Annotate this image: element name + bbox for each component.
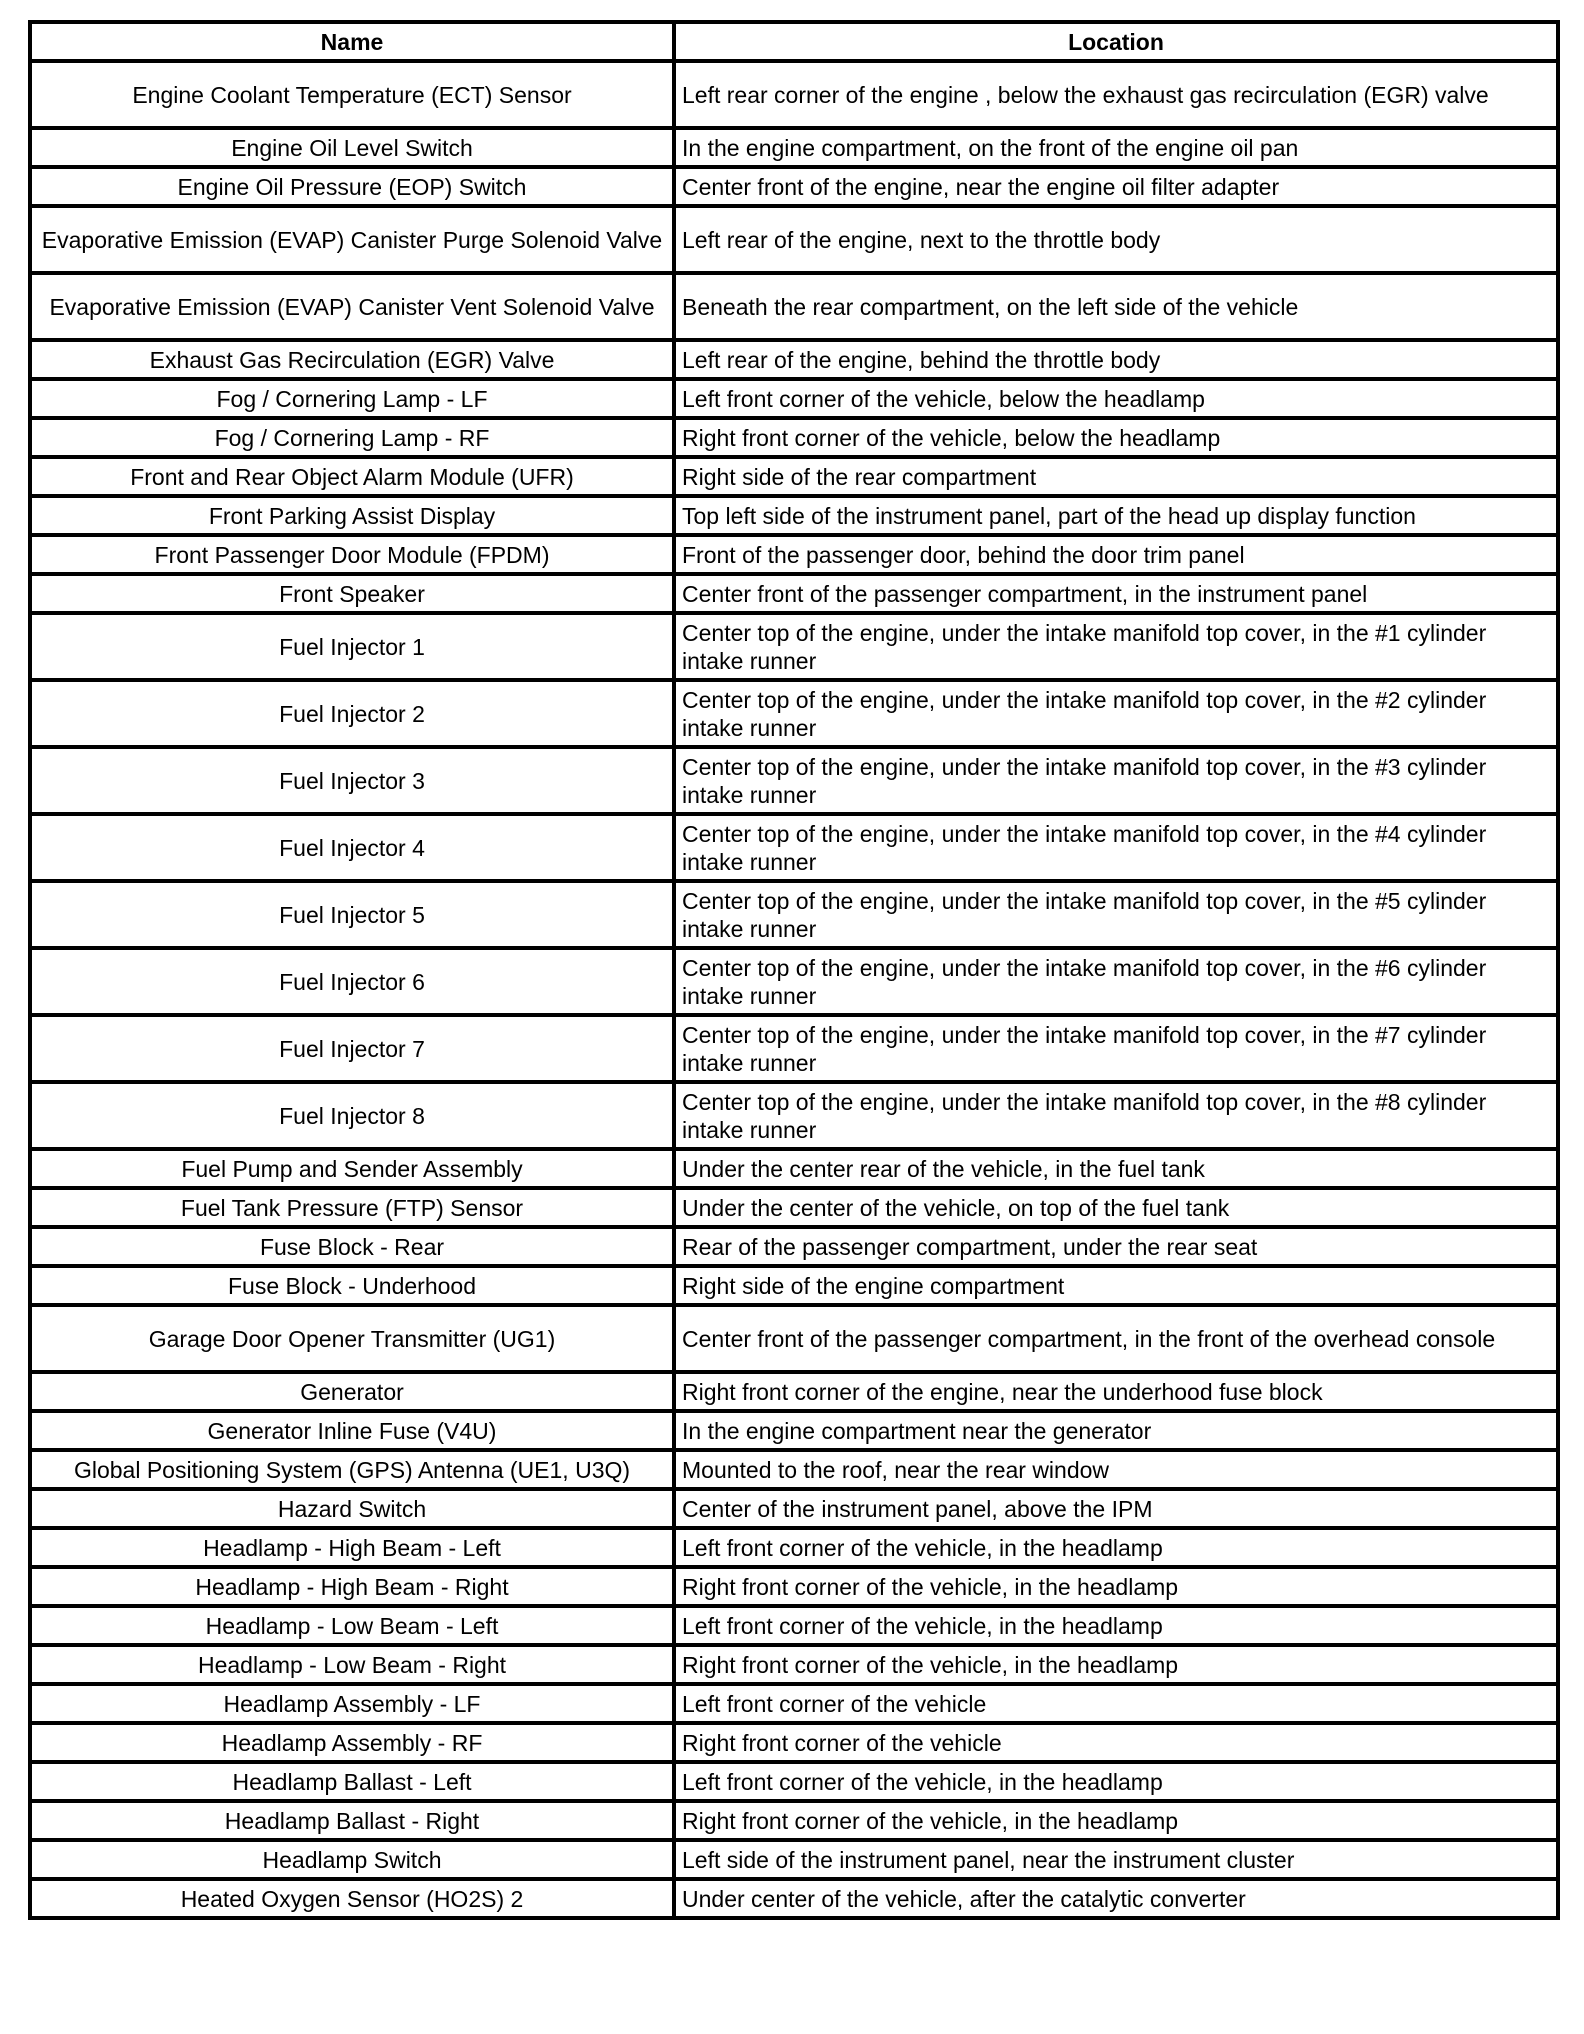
- component-name-cell: Front Parking Assist Display: [30, 496, 674, 535]
- table-row: [30, 1489, 1558, 1528]
- table-row: [30, 1305, 1558, 1372]
- table-row: [30, 1082, 1558, 1149]
- component-location-cell: Left front corner of the vehicle, in the headlamp: [674, 1606, 1558, 1645]
- component-location-cell: Center top of the engine, under the intake manifold top cover, in the #1 cylinder intake runner: [674, 613, 1558, 680]
- component-name-cell: Generator Inline Fuse (V4U): [30, 1411, 674, 1450]
- component-name-cell: Headlamp - High Beam - Right: [30, 1567, 674, 1606]
- component-location-cell: Left front corner of the vehicle, in the headlamp: [674, 1528, 1558, 1567]
- component-location-cell: Top left side of the instrument panel, part of the head up display function: [674, 496, 1558, 535]
- component-name-cell: Fuel Pump and Sender Assembly: [30, 1149, 674, 1188]
- table-row: [30, 1801, 1558, 1840]
- component-name-cell: Evaporative Emission (EVAP) Canister Purge Solenoid Valve: [30, 206, 674, 273]
- component-location-cell: Right front corner of the vehicle, below the headlamp: [674, 418, 1558, 457]
- component-location-cell: Left rear corner of the engine , below the exhaust gas recirculation (EGR) valve: [674, 61, 1558, 128]
- table-row: [30, 814, 1558, 881]
- table-row: [30, 747, 1558, 814]
- table-row: [30, 418, 1558, 457]
- table-row: [30, 457, 1558, 496]
- table-row: [30, 273, 1558, 340]
- component-location-cell: Left rear of the engine, next to the throttle body: [674, 206, 1558, 273]
- table-row: [30, 1411, 1558, 1450]
- component-name-cell: Headlamp Ballast - Right: [30, 1801, 674, 1840]
- component-name-cell: Exhaust Gas Recirculation (EGR) Valve: [30, 340, 674, 379]
- table-row: [30, 535, 1558, 574]
- table-row: [30, 1606, 1558, 1645]
- component-name-cell: Fog / Cornering Lamp - LF: [30, 379, 674, 418]
- component-location-cell: Left side of the instrument panel, near the instrument cluster: [674, 1840, 1558, 1879]
- table-row: [30, 1149, 1558, 1188]
- component-location-cell: Right front corner of the vehicle, in the headlamp: [674, 1645, 1558, 1684]
- component-name-cell: Garage Door Opener Transmitter (UG1): [30, 1305, 674, 1372]
- component-name-cell: Fuse Block - Underhood: [30, 1266, 674, 1305]
- component-location-cell: Left front corner of the vehicle, in the headlamp: [674, 1762, 1558, 1801]
- component-location-cell: Right front corner of the vehicle: [674, 1723, 1558, 1762]
- table-row: [30, 1684, 1558, 1723]
- table-row: [30, 1015, 1558, 1082]
- component-location-cell: Center top of the engine, under the intake manifold top cover, in the #5 cylinder intake runner: [674, 881, 1558, 948]
- component-name-cell: Fuel Injector 7: [30, 1015, 674, 1082]
- component-location-cell: Front of the passenger door, behind the door trim panel: [674, 535, 1558, 574]
- component-name-cell: Engine Oil Level Switch: [30, 128, 674, 167]
- name-column-header: Name: [30, 22, 674, 61]
- component-name-cell: Engine Coolant Temperature (ECT) Sensor: [30, 61, 674, 128]
- table-row: [30, 496, 1558, 535]
- component-location-cell: Center front of the passenger compartment, in the instrument panel: [674, 574, 1558, 613]
- table-row: [30, 1372, 1558, 1411]
- component-location-cell: Center top of the engine, under the intake manifold top cover, in the #6 cylinder intake runner: [674, 948, 1558, 1015]
- table-row: [30, 881, 1558, 948]
- component-location-cell: Center top of the engine, under the intake manifold top cover, in the #3 cylinder intake runner: [674, 747, 1558, 814]
- table-row: [30, 574, 1558, 613]
- component-name-cell: Front Speaker: [30, 574, 674, 613]
- component-name-cell: Engine Oil Pressure (EOP) Switch: [30, 167, 674, 206]
- table-row: [30, 1528, 1558, 1567]
- component-name-cell: Evaporative Emission (EVAP) Canister Vent Solenoid Valve: [30, 273, 674, 340]
- component-location-cell: Rear of the passenger compartment, under the rear seat: [674, 1227, 1558, 1266]
- component-name-cell: Headlamp Assembly - RF: [30, 1723, 674, 1762]
- component-name-cell: Fuel Injector 6: [30, 948, 674, 1015]
- component-location-cell: In the engine compartment near the generator: [674, 1411, 1558, 1450]
- component-name-cell: Fuel Injector 4: [30, 814, 674, 881]
- component-name-cell: Front and Rear Object Alarm Module (UFR): [30, 457, 674, 496]
- component-location-cell: Right front corner of the vehicle, in the headlamp: [674, 1801, 1558, 1840]
- table-row: [30, 167, 1558, 206]
- component-name-cell: Fuel Injector 2: [30, 680, 674, 747]
- table-row: [30, 1450, 1558, 1489]
- table-row: [30, 340, 1558, 379]
- table-body: [30, 61, 1558, 1918]
- table-row: [30, 680, 1558, 747]
- component-location-cell: In the engine compartment, on the front of the engine oil pan: [674, 128, 1558, 167]
- component-location-cell: Right side of the rear compartment: [674, 457, 1558, 496]
- table-row: [30, 1879, 1558, 1918]
- component-name-cell: Headlamp - Low Beam - Left: [30, 1606, 674, 1645]
- component-location-cell: Right front corner of the vehicle, in the headlamp: [674, 1567, 1558, 1606]
- component-name-cell: Front Passenger Door Module (FPDM): [30, 535, 674, 574]
- component-name-cell: Fuse Block - Rear: [30, 1227, 674, 1266]
- component-location-cell: Right front corner of the engine, near the underhood fuse block: [674, 1372, 1558, 1411]
- table-row: [30, 1645, 1558, 1684]
- component-location-cell: Center of the instrument panel, above the IPM: [674, 1489, 1558, 1528]
- table-row: [30, 948, 1558, 1015]
- component-location-cell: Mounted to the roof, near the rear window: [674, 1450, 1558, 1489]
- table-row: [30, 379, 1558, 418]
- table-row: [30, 1227, 1558, 1266]
- component-location-cell: Center front of the passenger compartment, in the front of the overhead console: [674, 1305, 1558, 1372]
- component-name-cell: Fog / Cornering Lamp - RF: [30, 418, 674, 457]
- component-name-cell: Headlamp - High Beam - Left: [30, 1528, 674, 1567]
- component-name-cell: Headlamp - Low Beam - Right: [30, 1645, 674, 1684]
- component-location-cell: Center top of the engine, under the intake manifold top cover, in the #8 cylinder intake runner: [674, 1082, 1558, 1149]
- component-location-cell: Left front corner of the vehicle, below the headlamp: [674, 379, 1558, 418]
- table-row: [30, 1567, 1558, 1606]
- component-name-cell: Headlamp Assembly - LF: [30, 1684, 674, 1723]
- component-name-cell: Hazard Switch: [30, 1489, 674, 1528]
- table-row: [30, 1762, 1558, 1801]
- component-name-cell: Fuel Injector 8: [30, 1082, 674, 1149]
- component-location-cell: Left rear of the engine, behind the throttle body: [674, 340, 1558, 379]
- component-name-cell: Global Positioning System (GPS) Antenna (UE1, U3Q): [30, 1450, 674, 1489]
- component-name-cell: Fuel Tank Pressure (FTP) Sensor: [30, 1188, 674, 1227]
- component-location-cell: Left front corner of the vehicle: [674, 1684, 1558, 1723]
- component-name-cell: Heated Oxygen Sensor (HO2S) 2: [30, 1879, 674, 1918]
- table-row: [30, 1723, 1558, 1762]
- table-row: [30, 128, 1558, 167]
- component-location-cell: Center top of the engine, under the intake manifold top cover, in the #4 cylinder intake runner: [674, 814, 1558, 881]
- component-location-cell: Center front of the engine, near the engine oil filter adapter: [674, 167, 1558, 206]
- component-location-cell: Under center of the vehicle, after the catalytic converter: [674, 1879, 1558, 1918]
- table-row: [30, 61, 1558, 128]
- header-row: [30, 22, 1558, 61]
- component-location-cell: Under the center of the vehicle, on top of the fuel tank: [674, 1188, 1558, 1227]
- component-name-cell: Fuel Injector 5: [30, 881, 674, 948]
- table-row: [30, 613, 1558, 680]
- component-name-cell: Fuel Injector 1: [30, 613, 674, 680]
- table-row: [30, 1188, 1558, 1227]
- component-location-table: [28, 20, 1560, 1920]
- component-location-cell: Center top of the engine, under the intake manifold top cover, in the #2 cylinder intake runner: [674, 680, 1558, 747]
- document-page: [28, 20, 1556, 1920]
- component-name-cell: Headlamp Ballast - Left: [30, 1762, 674, 1801]
- component-name-cell: Generator: [30, 1372, 674, 1411]
- component-location-cell: Under the center rear of the vehicle, in the fuel tank: [674, 1149, 1558, 1188]
- component-name-cell: Headlamp Switch: [30, 1840, 674, 1879]
- location-column-header: Location: [674, 22, 1558, 61]
- component-location-cell: Beneath the rear compartment, on the left side of the vehicle: [674, 273, 1558, 340]
- component-location-cell: Center top of the engine, under the intake manifold top cover, in the #7 cylinder intake runner: [674, 1015, 1558, 1082]
- table-row: [30, 206, 1558, 273]
- table-header: [30, 22, 1558, 61]
- component-name-cell: Fuel Injector 3: [30, 747, 674, 814]
- table-row: [30, 1266, 1558, 1305]
- table-row: [30, 1840, 1558, 1879]
- component-location-cell: Right side of the engine compartment: [674, 1266, 1558, 1305]
